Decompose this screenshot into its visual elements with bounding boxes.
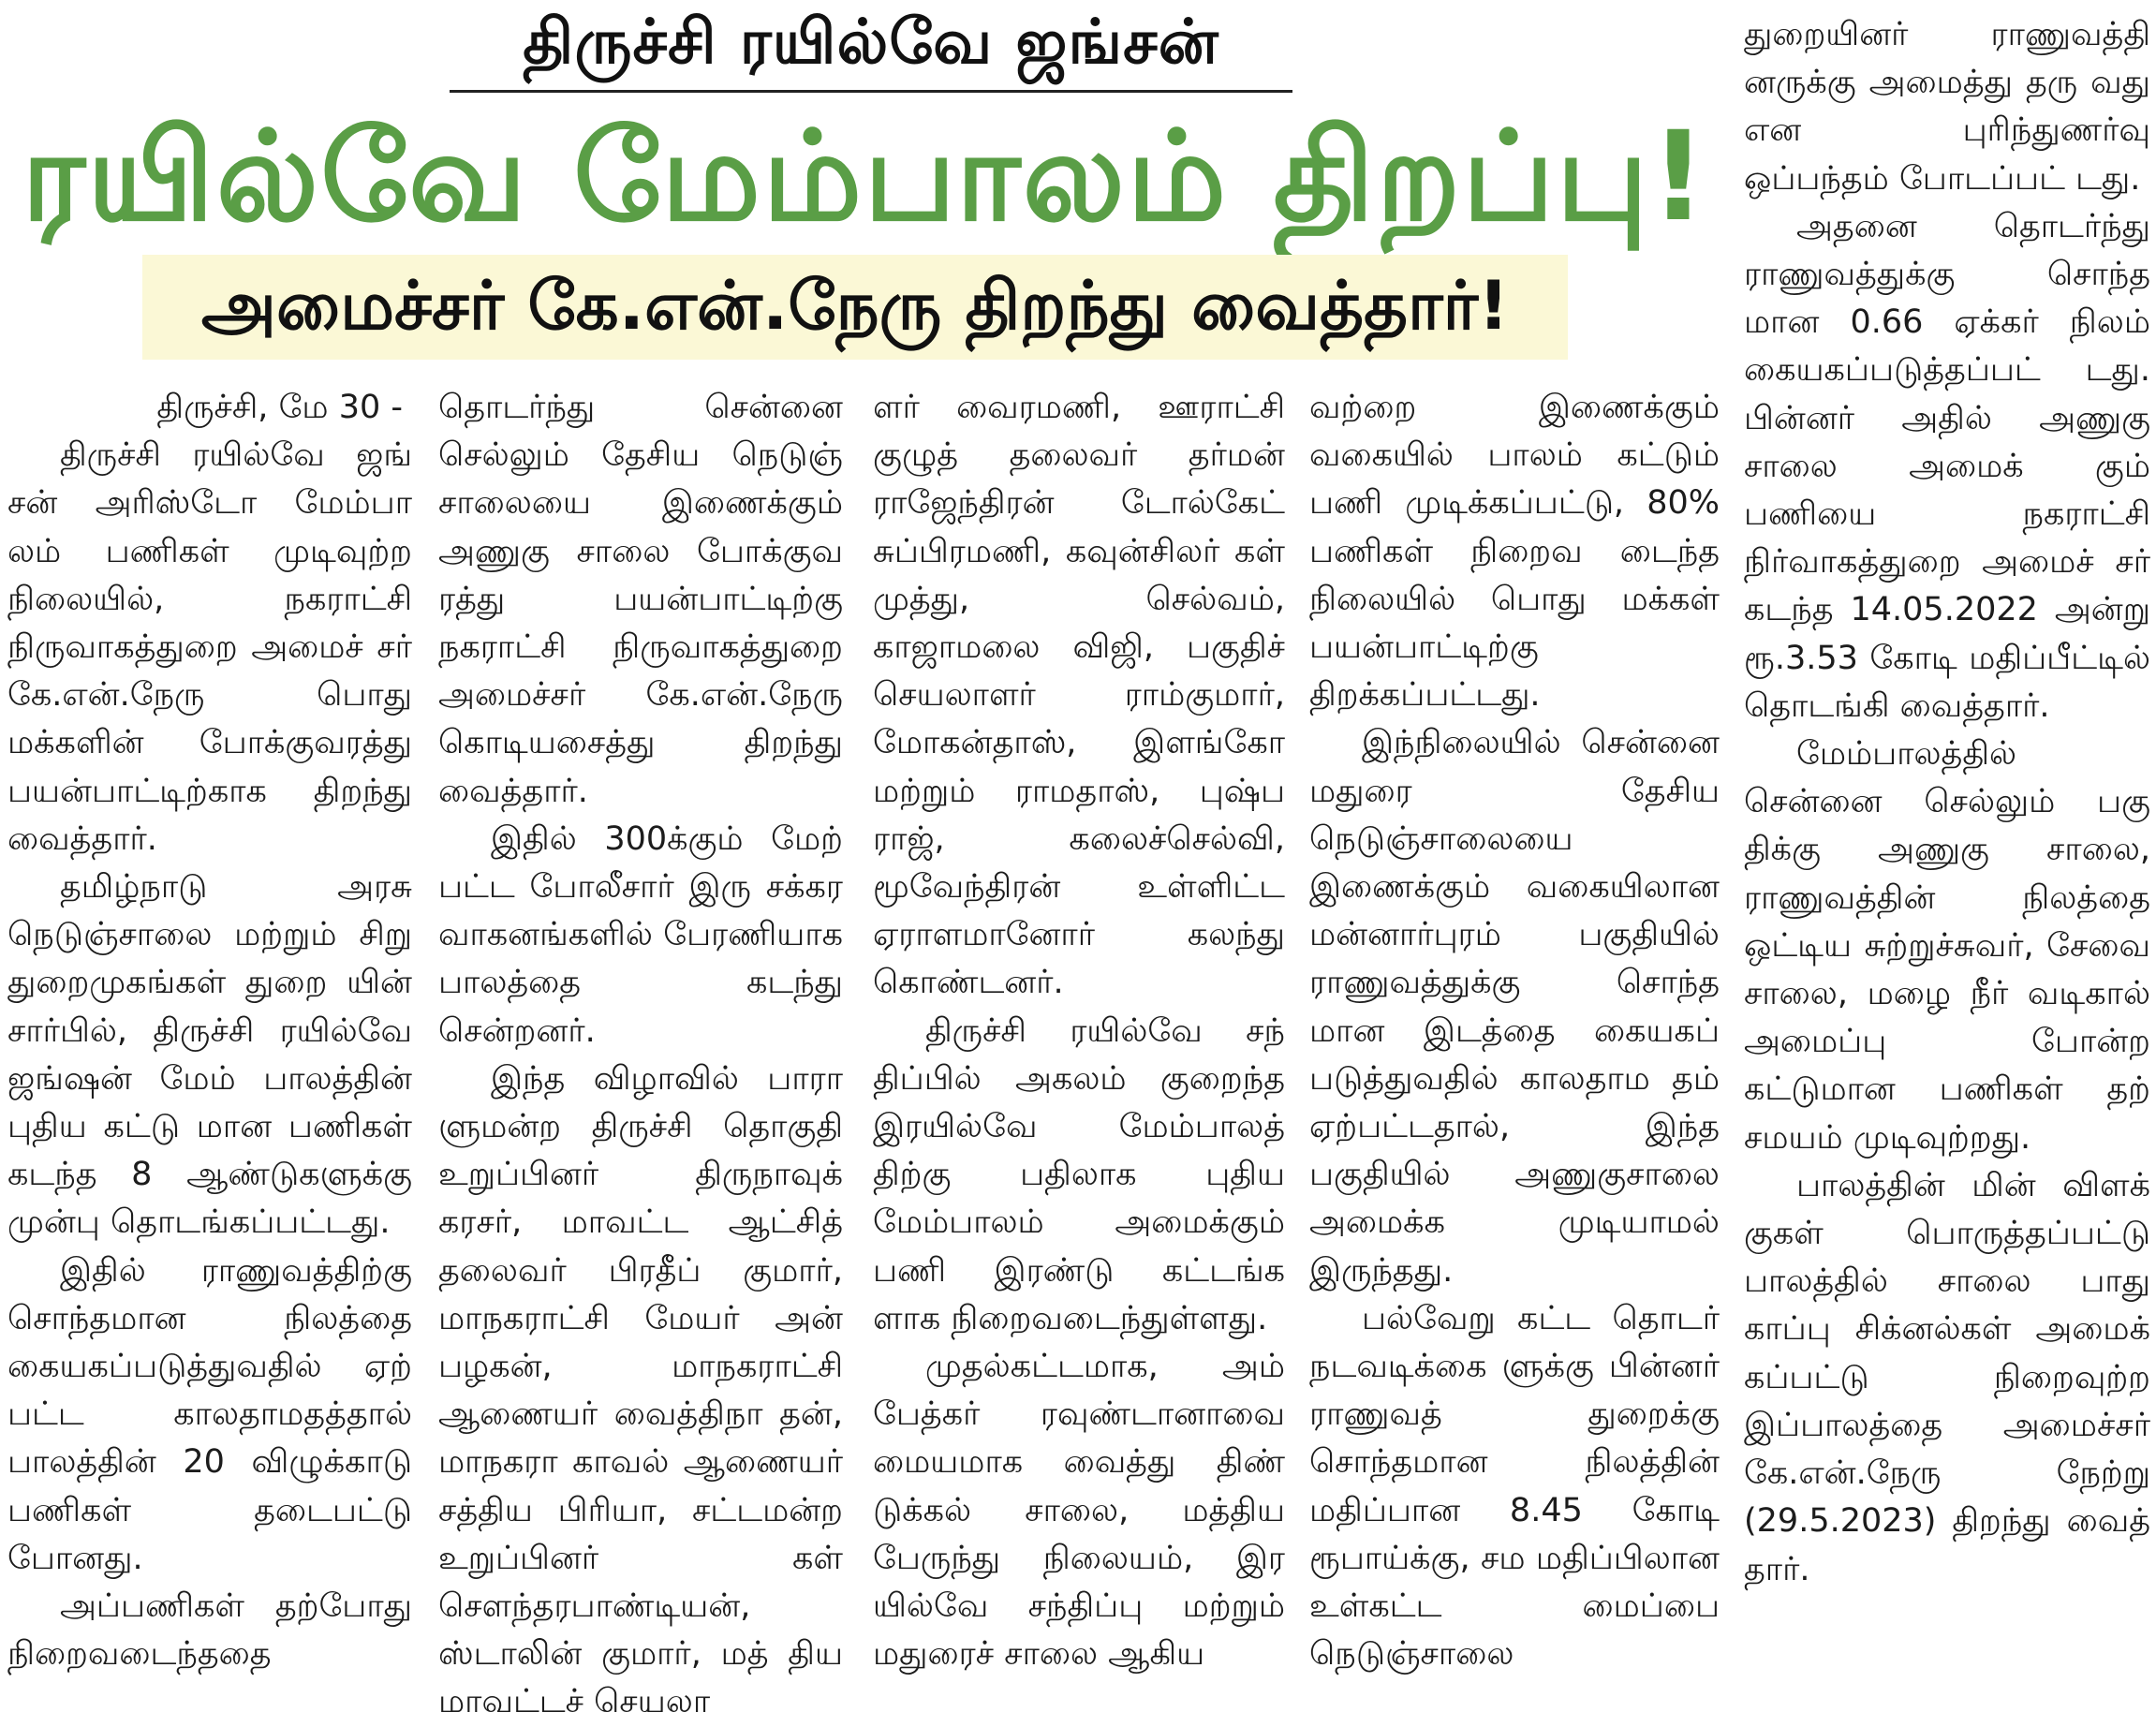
- paragraph: திருச்சி ரயில்வே ஜங் சன் அரிஸ்டோ மேம்பா லம் பணிகள் முடிவுற்ற நிலையில், நகராட்சி நிருவாகத்துறை அமைச் சர் கே.என்.நேரு பொது மக்களின் போக்குவரத்து பயன்பாட்டிற்காக திறந்து வைத்தார்.: [7, 436, 412, 858]
- article-column-4: [1309, 384, 1720, 1674]
- paragraph: இதில் 300க்கும் மேற் பட்ட போலீசார் இரு சக்கர வாகனங்களில் பேரணியாக பாலத்தை கடந்து சென்றனர்.: [438, 819, 843, 1050]
- article-column-3: [873, 384, 1285, 1674]
- kicker-underline: [450, 90, 1292, 93]
- article-column-2: [438, 384, 843, 1721]
- paragraph: அப்பணிகள் தற்போது நிறைவடைந்ததை: [7, 1587, 412, 1674]
- paragraph: பல்வேறு கட்ட தொடர் நடவடிக்கை ளுக்கு பின்னர் ராணுவத் துறைக்கு சொந்தமான நிலத்தின் மதிப்பான 8.45 கோடி ரூபாய்க்கு, சம மதிப்பிலான உள்கட்ட மைப்பை நெடுஞ்சாலை: [1309, 1299, 1720, 1674]
- paragraph: வற்றை இணைக்கும் வகையில் பாலம் கட்டும் பணி முடிக்கப்பட்டு, 80% பணிகள் நிறைவ டைந்த நிலையில் பொது மக்கள் பயன்பாட்டிற்கு திறக்கப்பட்டது.: [1309, 389, 1720, 715]
- paragraph: துறையினர் ராணுவத்தி னருக்கு அமைத்து தரு வது என புரிந்துணர்வு ஒப்பந்தம் போடப்பட் டது.: [1744, 16, 2150, 198]
- article-column-5: [1744, 11, 2150, 1667]
- dateline: திருச்சி, மே 30 -: [156, 389, 403, 426]
- paragraph: பாலத்தின் மின் விளக் குகள் பொருத்தப்பட்டு பாலத்தில் சாலை பாது காப்பு சிக்னல்கள் அமைக் கப்பட்டு நிறைவுற்ற இப்பாலத்தை அமைச்சர் கே.என்.நேரு நேற்று (29.5.2023) திறந்து வைத் தார்.: [1744, 1166, 2150, 1588]
- kicker: திருச்சி ரயில்வே ஜங்சன்: [523, 6, 1219, 78]
- headline: ரயில்வே மேம்பாலம் திறப்பு!: [22, 105, 1708, 249]
- paragraph: இந்நிலையில் சென்னை மதுரை தேசிய நெடுஞ்சாலையை இணைக்கும் வகையிலான மன்னார்புரம் பகுதியில் ராணுவத்துக்கு சொந்த மான இடத்தை கையகப் படுத்துவதில் காலதாம தம் ஏற்பட்டதால், இந்த பகுதியில் அணுகுசாலை அமைக்க முடியாமல் இருந்தது.: [1309, 724, 1720, 1290]
- subheadline: அமைச்சர் கே.என்.நேரு திறந்து வைத்தார்!: [200, 266, 1510, 345]
- paragraph: மேம்பாலத்தில் சென்னை செல்லும் பகு திக்கு அணுகு சாலை, ராணுவத்தின் நிலத்தை ஒட்டிய சுற்றுச்சுவர், சேவை சாலை, மழை நீர் வடிகால் அமைப்பு போன்ற கட்டுமான பணிகள் தற் சமயம் முடிவுற்றது.: [1744, 735, 2150, 1157]
- paragraph: முதல்கட்டமாக, அம் பேத்கர் ரவுண்டானாவை மையமாக வைத்து திண் டுக்கல் சாலை, மத்திய பேருந்து நிலையம், இர யில்வே சந்திப்பு மற்றும் மதுரைச் சாலை ஆகிய: [873, 1348, 1285, 1674]
- paragraph: இதில் ராணுவத்திற்கு சொந்தமான நிலத்தை கையகப்படுத்துவதில் ஏற் பட்ட காலதாமதத்தால் பாலத்தின் 20 விழுக்காடு பணிகள் தடைபட்டு போனது.: [7, 1251, 412, 1577]
- paragraph: தொடர்ந்து சென்னை செல்லும் தேசிய நெடுஞ் சாலையை இணைக்கும் அணுகு சாலை போக்குவ ரத்து பயன்பாட்டிற்கு நகராட்சி நிருவாகத்துறை அமைச்சர் கே.என்.நேரு கொடியசைத்து திறந்து வைத்தார்.: [438, 389, 843, 810]
- paragraph: திருச்சி ரயில்வே சந் திப்பில் அகலம் குறைந்த இரயில்வே மேம்பாலத் திற்கு பதிலாக புதிய மேம்பாலம் அமைக்கும் பணி இரண்டு கட்டங்க ளாக நிறைவடைந்துள்ளது.: [873, 1011, 1285, 1337]
- paragraph: ளர் வைரமணி, ஊராட்சி குழுத் தலைவர் தர்மன் ராஜேந்திரன் டோல்கேட் சுப்பிரமணி, கவுன்சிலர் கள் முத்து, செல்வம், காஜாமலை விஜி, பகுதிச் செயலாளர் ராம்குமார், மோகன்தாஸ், இளங்கோ மற்றும் ராமதாஸ், புஷ்ப ராஜ், கலைச்செல்வி, மூவேந்திரன் உள்ளிட்ட ஏராளமானோர் கலந்து கொண்டனர்.: [873, 389, 1285, 1002]
- paragraph: தமிழ்நாடு அரசு நெடுஞ்சாலை மற்றும் சிறு துறைமுகங்கள் துறை யின் சார்பில், திருச்சி ரயில்வே ஜங்ஷன் மேம் பாலத்தின் புதிய கட்டு மான பணிகள் கடந்த 8 ஆண்டுகளுக்கு முன்பு தொடங்கப்பட்டது.: [7, 868, 412, 1242]
- paragraph: அதனை தொடர்ந்து ராணுவத்துக்கு சொந்த மான 0.66 ஏக்கர் நிலம் கையகப்படுத்தப்பட் டது. பின்னர் அதில் அணுகு சாலை அமைக் கும் பணியை நகராட்சி நிர்வாகத்துறை அமைச் சர் கடந்த 14.05.2022 அன்று ரூ.3.53 கோடி மதிப்பீட்டில் தொடங்கி வைத்தார்.: [1744, 207, 2150, 725]
- article-column-1: [7, 384, 412, 1674]
- paragraph: இந்த விழாவில் பாரா ளுமன்ற திருச்சி தொகுதி உறுப்பினர் திருநாவுக் கரசர், மாவட்ட ஆட்சித் தலைவர் பிரதீப் குமார், மாநகராட்சி மேயர் அன் பழகன், மாநகராட்சி ஆணையர் வைத்திநா தன், மாநகரா காவல் ஆணையர் சத்திய பிரியா, சட்டமன்ற உறுப்பினர் கள் சௌந்தரபாண்டியன், ஸ்டாலின் குமார், மத் திய மாவட்டச் செயலா: [438, 1059, 843, 1721]
